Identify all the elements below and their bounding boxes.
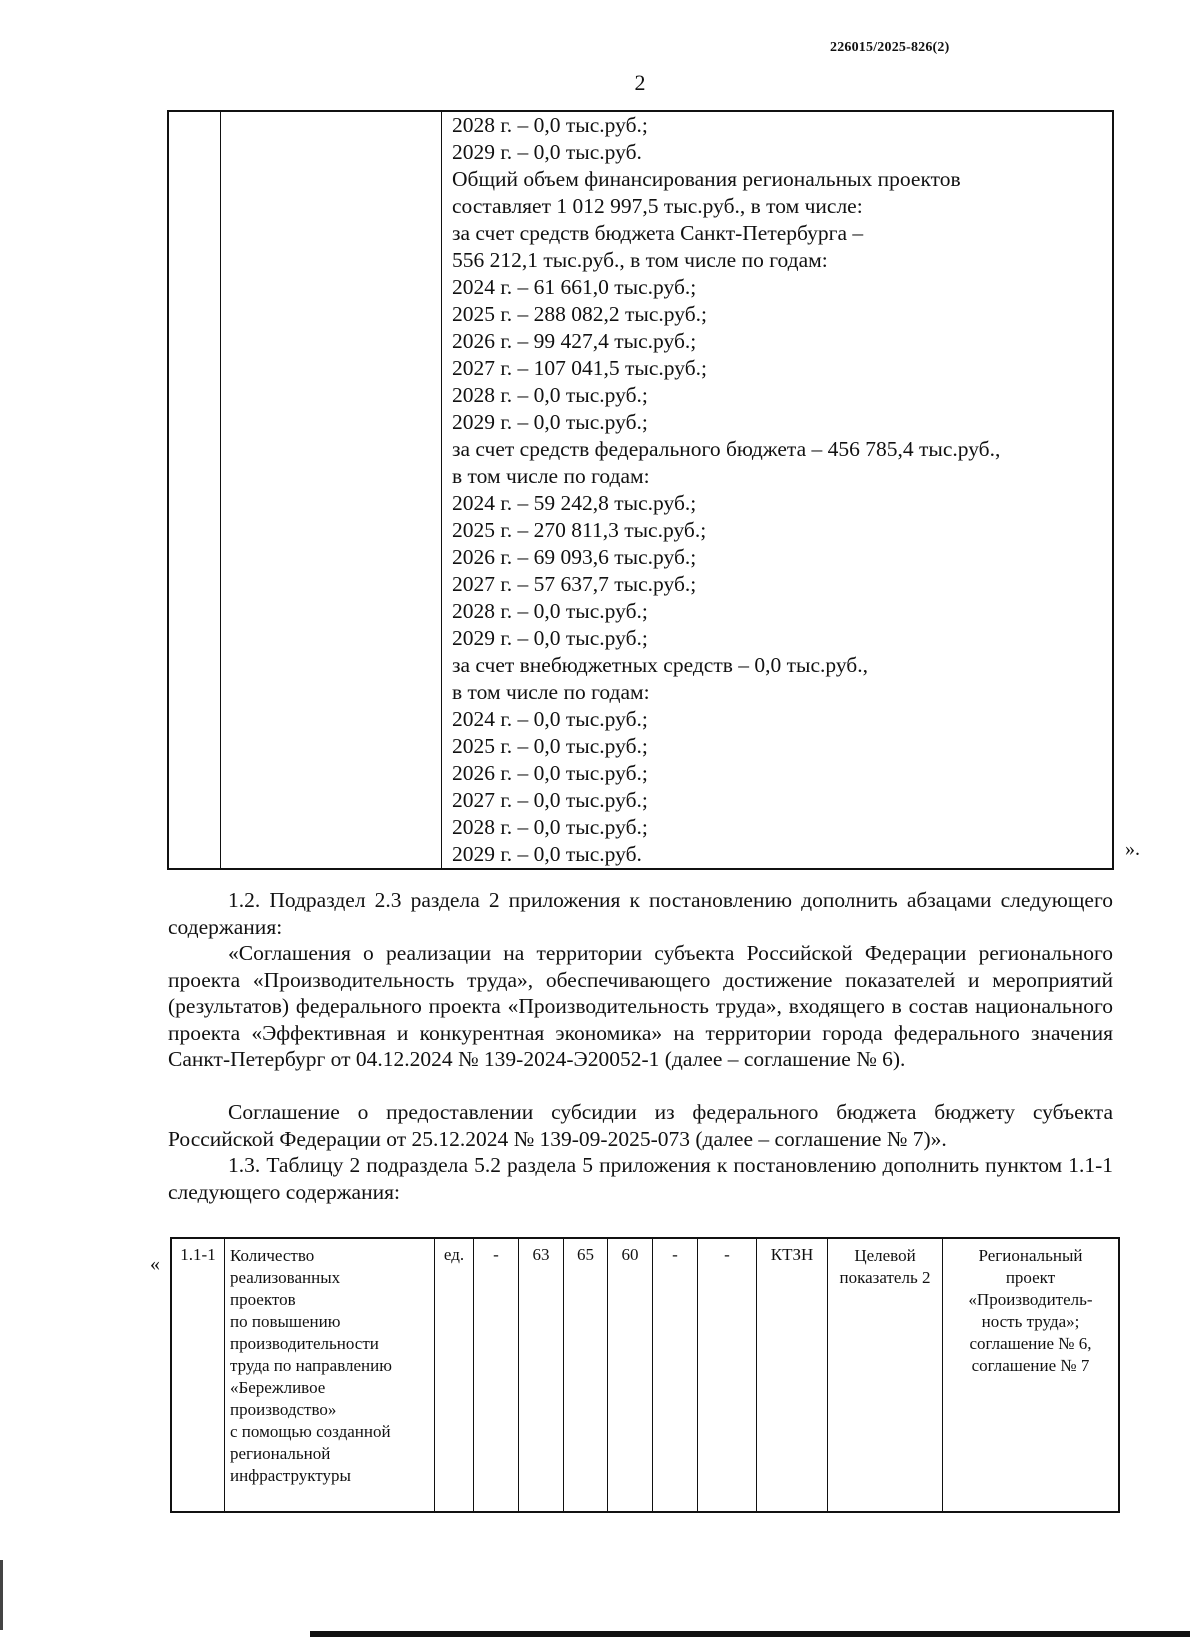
value-cell: -: [653, 1238, 698, 1512]
text-line: Количество: [230, 1246, 315, 1265]
value-cell: 65: [564, 1238, 608, 1512]
table-cell-empty: [221, 111, 442, 869]
text-line: 2025 г. – 270 811,3 тыс.руб.;: [452, 518, 707, 542]
value-cell: 63: [519, 1238, 564, 1512]
text-line: составляет 1 012 997,5 тыс.руб., в том числе:: [452, 194, 863, 218]
text-line: 2027 г. – 57 637,7 тыс.руб.;: [452, 572, 697, 596]
text-line: проектов: [230, 1290, 296, 1309]
text-line: инфраструктуры: [230, 1466, 351, 1485]
paragraph-text: 1.2. Подраздел 2.3 раздела 2 приложения к постановлению дополнить абзацами следующего содержания:: [168, 888, 1113, 939]
text-line: 2028 г. – 0,0 тыс.руб.;: [452, 599, 648, 623]
text-line: по повышению: [230, 1312, 341, 1331]
text-line: 2026 г. – 69 093,6 тыс.руб.;: [452, 545, 697, 569]
text-line: ность труда»;: [981, 1312, 1080, 1331]
text-line: «Бережливое: [230, 1378, 326, 1397]
text-line: 2028 г. – 0,0 тыс.руб.;: [452, 383, 648, 407]
text-line: Общий объем финансирования региональных проектов: [452, 167, 961, 191]
row-number: 1.1-1: [171, 1238, 225, 1512]
text-line: 556 212,1 тыс.руб., в том числе по годам:: [452, 248, 828, 272]
text-line: реализованных: [230, 1268, 341, 1287]
page-number: 2: [634, 70, 646, 95]
paragraph-agreement-6: [168, 940, 1113, 1073]
table-row: [171, 1238, 1119, 1512]
text-line: 2025 г. – 288 082,2 тыс.руб.;: [452, 302, 707, 326]
text-line: показатель 2: [839, 1268, 931, 1287]
text-line: 2024 г. – 61 661,0 тыс.руб.;: [452, 275, 697, 299]
text-line: 2028 г. – 0,0 тыс.руб.;: [452, 815, 648, 839]
executor-cell: КТЗН: [757, 1238, 828, 1512]
text-line: 2028 г. – 0,0 тыс.руб.;: [452, 113, 648, 137]
text-line: 2026 г. – 0,0 тыс.руб.;: [452, 761, 648, 785]
paragraph-1-2: [168, 887, 1113, 940]
paragraph-1-3: [168, 1152, 1113, 1205]
text-line: производительности: [230, 1334, 379, 1353]
text-line: за счет средств бюджета Санкт-Петербурга –: [452, 221, 864, 245]
value-cell: 60: [608, 1238, 653, 1512]
text-line: 2025 г. – 0,0 тыс.руб.;: [452, 734, 648, 758]
text-line: Региональный: [978, 1246, 1083, 1265]
indicator-table: [170, 1237, 1120, 1513]
text-line: 2027 г. – 107 041,5 тыс.руб.;: [452, 356, 707, 380]
text-line: за счет внебюджетных средств – 0,0 тыс.руб.,: [452, 653, 868, 677]
text-line: с помощью созданной: [230, 1422, 391, 1441]
table-row: [168, 111, 1113, 869]
text-line: 2024 г. – 0,0 тыс.руб.;: [452, 707, 648, 731]
text-line: соглашение № 7: [971, 1356, 1090, 1375]
text-line: в том числе по годам:: [452, 464, 650, 488]
value-cell: -: [474, 1238, 519, 1512]
indicator-type-cell: [828, 1238, 943, 1512]
text-line: региональной: [230, 1444, 331, 1463]
value-cell: -: [698, 1238, 757, 1512]
paragraph-text: «Соглашения о реализации на территории субъекта Российской Федерации регионального проекта «Производительность труда», обеспечивающего достижение показателей и мероприятий (результатов) федерального проекта «Производительность труда», входящего в состав национального проекта «Эффективная и конкурентная экономика» на территории города федерального значения Санкт-Петербург от 04.12.2024 № 139-2024-Э20052-1 (далее – соглашение № 6).: [168, 941, 1113, 1071]
text-line: 2027 г. – 0,0 тыс.руб.;: [452, 788, 648, 812]
paragraph-agreement-7: [168, 1099, 1113, 1152]
text-line: Целевой: [854, 1246, 916, 1265]
text-line: 2029 г. – 0,0 тыс.руб.;: [452, 410, 648, 434]
indicator-name: [225, 1238, 435, 1512]
text-line: «Производитель-: [968, 1290, 1093, 1309]
paragraph-text: Соглашение о предоставлении субсидии из федерального бюджета бюджету субъекта Российской Федерации от 25.12.2024 № 139-09-2025-073 (далее – соглашение № 7)».: [168, 1100, 1113, 1151]
text-line: труда по направлению: [230, 1356, 392, 1375]
text-line: проект: [1005, 1268, 1056, 1287]
table-cell-empty: [168, 111, 221, 869]
text-line: в том числе по годам:: [452, 680, 650, 704]
paragraph-text: 1.3. Таблицу 2 подраздела 5.2 раздела 5 приложения к постановлению дополнить пунктом 1.1-1 следующего содержания:: [168, 1153, 1113, 1204]
financing-table: [167, 110, 1114, 870]
closing-quote: ».: [1125, 838, 1140, 860]
text-line: 2029 г. – 0,0 тыс.руб.: [452, 842, 642, 866]
financing-text-cell: [442, 111, 1114, 869]
text-line: 2029 г. – 0,0 тыс.руб.: [452, 140, 642, 164]
text-line: за счет средств федерального бюджета – 456 785,4 тыс.руб.,: [452, 437, 1001, 461]
text-line: производство»: [230, 1400, 337, 1419]
text-line: соглашение № 6,: [969, 1334, 1092, 1353]
document-id: 226015/2025-826(2): [830, 40, 950, 55]
text-line: 2024 г. – 59 242,8 тыс.руб.;: [452, 491, 697, 515]
source-cell: [943, 1238, 1120, 1512]
text-line: 2029 г. – 0,0 тыс.руб.;: [452, 626, 648, 650]
unit-cell: ед.: [435, 1238, 474, 1512]
scan-bottom-bar: [310, 1631, 1190, 1637]
opening-quote: «: [150, 1253, 160, 1275]
text-line: 2026 г. – 99 427,4 тыс.руб.;: [452, 329, 697, 353]
scan-edge-mark: [0, 1560, 3, 1630]
